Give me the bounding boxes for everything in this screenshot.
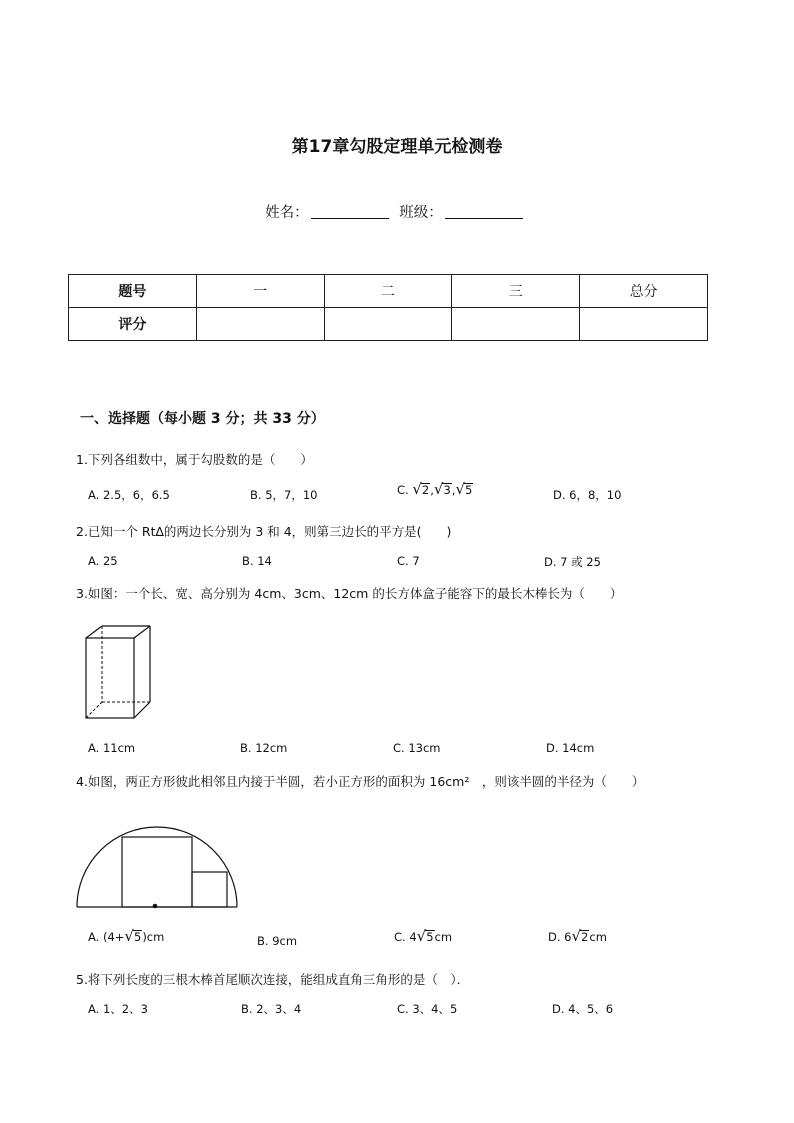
section-title: 一、选择题（每小题 3 分；共 33 分） [80, 411, 325, 427]
q5-option-d[interactable]: D. 4、5、6 [552, 1002, 614, 1016]
radical-sign-icon: √ [416, 927, 427, 945]
class-blank[interactable] [445, 204, 523, 219]
q4-option-d[interactable]: D. 6 √ 2 cm [548, 927, 607, 945]
radical-sign-icon: √ [124, 927, 134, 945]
header-cell-number: 题号 [69, 275, 197, 308]
q1-option-c-prefix: C. [397, 483, 409, 497]
sqrt-5: √ 5 [416, 927, 434, 945]
score-cell-total[interactable] [580, 308, 708, 341]
question-1-stem: 1.下列各组数中，属于勾股数的是（ ） [76, 452, 313, 467]
q2-option-c[interactable]: C. 7 [397, 554, 420, 568]
q4-option-c[interactable]: C. 4 √ 5 cm [394, 927, 453, 945]
q1-option-b[interactable]: B. 5，7，10 [250, 488, 318, 502]
cuboid-figure [82, 622, 156, 722]
q5-option-a[interactable]: A. 1、2、3 [88, 1002, 148, 1016]
q5-option-c[interactable]: C. 3、4、5 [397, 1002, 458, 1016]
sqrt-5: √ 5 [455, 480, 473, 498]
q3-option-d[interactable]: D. 14cm [546, 741, 595, 755]
radical-sign-icon: √ [455, 480, 465, 498]
q1-option-a[interactable]: A. 2.5，6，6.5 [88, 488, 170, 502]
score-table [68, 274, 708, 341]
q4-option-a[interactable]: A. (4+ √ 5 )cm [88, 927, 165, 945]
q2-option-b[interactable]: B. 14 [242, 554, 272, 568]
header-cell-part1: 一 [196, 275, 324, 308]
semicircle-squares-figure [74, 824, 240, 912]
q3-option-c[interactable]: C. 13cm [393, 741, 441, 755]
radical-sign-icon: √ [412, 480, 422, 498]
q1-option-c[interactable]: C. √ 2 , √ 3 , √ 5 [397, 480, 473, 498]
q2-option-d[interactable]: D. 7 或 25 [544, 555, 601, 569]
question-2-stem: 2.已知一个 Rt∆的两边长分别为 3 和 4，则第三边长的平方是( ) [76, 524, 452, 539]
score-cell-part2[interactable] [324, 308, 452, 341]
score-table-header-row [69, 275, 708, 308]
sqrt-5: √ 5 [124, 927, 142, 945]
q2-option-a[interactable]: A. 25 [88, 554, 118, 568]
header-cell-total: 总分 [580, 275, 708, 308]
q4-option-b[interactable]: B. 9cm [257, 934, 298, 948]
sqrt-2: √ 2 [412, 480, 430, 498]
radical-sign-icon: √ [571, 927, 582, 945]
class-label: 班级： [399, 205, 443, 221]
sqrt-2: √ 2 [571, 927, 589, 945]
name-class-row [0, 201, 794, 222]
question-4-stem: 4.如图，两正方形彼此相邻且内接于半圆，若小正方形的面积为 16cm² ，则该半圆的半径为（ ） [76, 774, 645, 789]
name-label: 姓名： [265, 205, 309, 221]
q3-option-b[interactable]: B. 12cm [240, 741, 288, 755]
radical-sign-icon: √ [433, 480, 444, 498]
score-cell-part3[interactable] [452, 308, 580, 341]
header-cell-part2: 二 [324, 275, 452, 308]
q1-option-d[interactable]: D. 6，8，10 [553, 488, 622, 502]
page-title: 第17章勾股定理单元检测卷 [291, 137, 503, 157]
score-table-score-row [69, 308, 708, 341]
score-row-label: 评分 [69, 308, 197, 341]
score-cell-part1[interactable] [196, 308, 324, 341]
sqrt-3: √ 3 [433, 480, 451, 498]
name-blank[interactable] [311, 204, 389, 219]
header-cell-part3: 三 [452, 275, 580, 308]
question-3-stem: 3.如图：一个长、宽、高分别为 4cm、3cm、12cm 的长方体盒子能容下的最长木棒长为（ ） [76, 586, 623, 601]
q5-option-b[interactable]: B. 2、3、4 [241, 1002, 302, 1016]
q3-option-a[interactable]: A. 11cm [88, 741, 136, 755]
question-5-stem: 5.将下列长度的三根木棒首尾顺次连接，能组成直角三角形的是（ ）． [76, 972, 470, 987]
